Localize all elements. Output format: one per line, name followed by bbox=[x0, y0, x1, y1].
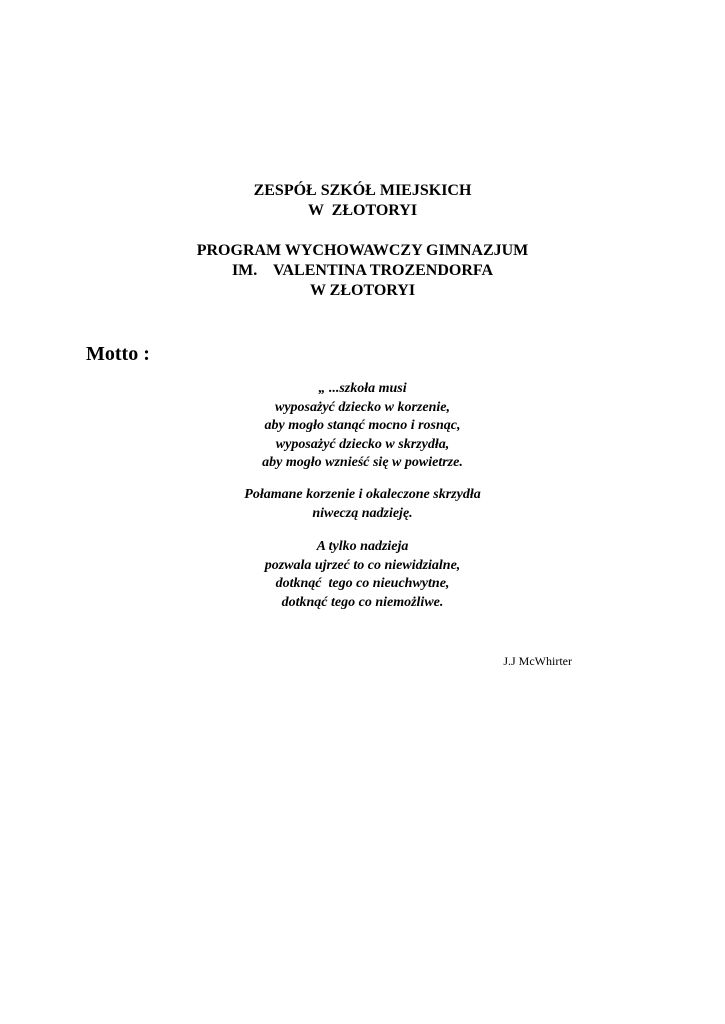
poem-stanza-1 bbox=[0, 380, 725, 473]
poem-stanza-3 bbox=[0, 538, 725, 612]
poem-line: dotknąć tego co nieuchwytne, bbox=[275, 576, 450, 591]
poem-line: A tylko nadzieja bbox=[316, 539, 409, 554]
poem-line: „ ...szkoła musi bbox=[318, 381, 407, 396]
program-heading-line-3: W ZŁOTORYI bbox=[309, 282, 416, 299]
school-heading bbox=[0, 181, 725, 221]
school-heading-line-2: W ZŁOTORYI bbox=[307, 202, 418, 219]
motto-label: Motto : bbox=[86, 343, 150, 365]
poem-line: aby mogło wznieść się w powietrze. bbox=[262, 455, 463, 470]
program-heading-line-1: PROGRAM WYCHOWAWCZY GIMNAZJUM bbox=[196, 242, 529, 259]
poem-line: dotknąć tego co niemożliwe. bbox=[281, 594, 444, 610]
poem-author: J.J McWhirter bbox=[503, 654, 572, 668]
poem-line: wyposażyć dziecko w skrzydła, bbox=[275, 436, 450, 452]
poem-line: aby mogło stanąć mocno i rosnąc, bbox=[264, 418, 461, 433]
program-heading bbox=[0, 241, 725, 301]
poem-line: Połamane korzenie i okaleczone skrzydła bbox=[244, 487, 481, 502]
school-heading-line-1: ZESPÓŁ SZKÓŁ MIEJSKICH bbox=[253, 182, 472, 199]
poem-stanza-2 bbox=[0, 486, 725, 523]
poem-line: pozwala ujrzeć to co niewidzialne, bbox=[264, 557, 461, 573]
poem-line: niweczą nadzieję. bbox=[312, 505, 413, 521]
program-heading-line-2: IM. VALENTINA TROZENDORFA bbox=[231, 262, 494, 279]
poem-line: wyposażyć dziecko w korzenie, bbox=[275, 399, 450, 415]
